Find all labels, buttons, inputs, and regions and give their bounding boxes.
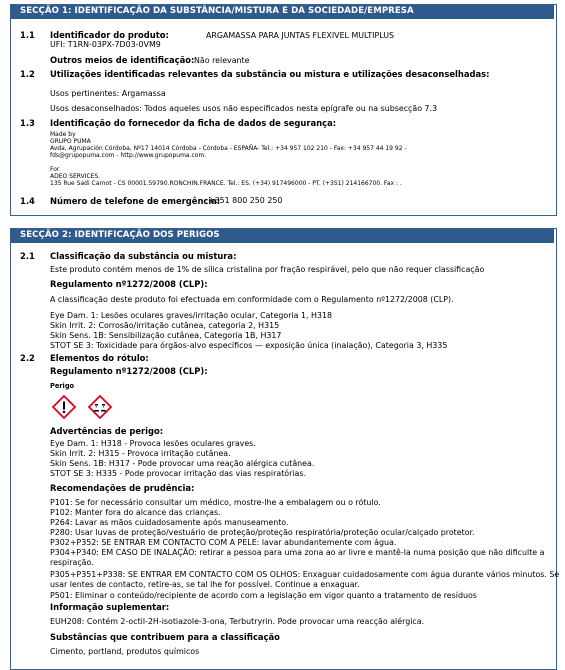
s21-reg-text: A classificação deste produto foi efectuada em conformidade com o Regulamento nº1272/2008 (CLP). xyxy=(50,295,454,304)
emergency-phone: +351 800 250 250 xyxy=(208,196,283,205)
s21-label: Classificação da substância ou mistura: xyxy=(50,251,237,261)
s14-num: 1.4 xyxy=(20,196,35,206)
corrosion-icon xyxy=(88,395,112,419)
prudence-line: P280: Usar luvas de proteção/vestuário de proteção/proteção respiratória/proteção ocular/calçado protetor. xyxy=(50,528,475,537)
hazard-statements-label: Advertências de perigo: xyxy=(50,426,164,436)
supplier-line: GRUPO PUMA xyxy=(50,138,91,145)
s11-label: Identificador do produto: xyxy=(50,30,169,40)
prudence-line: P304+P340: EM CASO DE INALAÇÃO: retirar a pessoa para uma zona ao ar livre e mantê-la numa posição que não dificulte a xyxy=(50,548,545,557)
supplier-line: Made by xyxy=(50,131,76,138)
uses-discouraged: Usos desaconselhados: Todos aqueles usos não especificados nesta epígrafe ou na subsecção 7.3 xyxy=(50,104,438,113)
s13-label: Identificação do fornecedor da ficha de dados de segurança: xyxy=(50,118,337,128)
s21-reg-label: Regulamento nº1272/2008 (CLP): xyxy=(50,279,208,289)
s14-label: Número de telefone de emergência: xyxy=(50,196,221,206)
s22-num: 2.2 xyxy=(20,353,35,363)
classification-line: Eye Dam. 1: Lesões oculares graves/irritação ocular, Categoria 1, H318 xyxy=(50,311,333,320)
hazard-line: Skin Sens. 1B: H317 - Pode provocar uma reação alérgica cutânea. xyxy=(50,459,315,468)
signal-word: Perigo xyxy=(50,382,75,390)
classification-line: Skin Irrit. 2: Corrosão/irritação cutânea, categoria 2, H315 xyxy=(50,321,280,330)
classification-line: STOT SE 3: Toxicidade para órgãos-alvo específicos — exposição única (inalação), Categoria 3, H335 xyxy=(50,341,448,350)
prudence-line: usar lentes de contacto, retire-as, se tal lhe for possível. Continue a enxaguar. xyxy=(50,580,360,589)
prudence-line: P501: Eliminar o conteúdo/recipiente de acordo com a legislação em vigor quanto a tratamento de resíduos xyxy=(50,591,477,600)
supplier-line: For xyxy=(50,166,60,173)
supplementary-label: Informação suplementar: xyxy=(50,602,170,612)
section2-title: SECÇÃO 2: IDENTIFICAÇÃO DOS PERIGOS xyxy=(20,230,220,240)
prudence-line: P102: Manter fora do alcance das crianças. xyxy=(50,508,221,517)
supplementary-text: EUH208: Contém 2-octil-2H-isotiazole-3-ona, Terbutryrin. Pode provocar uma reacção alérgica. xyxy=(50,617,425,626)
supplier-line: fds@grupopuma.com - http://www.grupopuma.com. xyxy=(50,152,207,159)
contributing-text: Cimento, portland, produtos químicos xyxy=(50,647,200,656)
prudence-line: P101: Se for necessário consultar um médico, mostre-lhe a embalagem ou o rótulo. xyxy=(50,498,381,507)
other-means-label: Outros meios de identificação: xyxy=(50,55,195,65)
s11-num: 1.1 xyxy=(20,30,35,40)
s22-reg-label: Regulamento nº1272/2008 (CLP): xyxy=(50,366,208,376)
supplier-line: 135 Rue Sadi Carnot - CS 00001.59790.RONCHIN.FRANCE. Tel.: ES. (+34) 917496000 - PT. (+351) 214166700. Fax : . xyxy=(50,180,402,187)
hazard-line: STOT SE 3: H335 - Pode provocar irritação das vias respiratórias. xyxy=(50,469,307,478)
s13-num: 1.3 xyxy=(20,118,35,128)
hazard-line: Eye Dam. 1: H318 - Provoca lesões oculares graves. xyxy=(50,439,256,448)
prudence-line: P302+P352: SE ENTRAR EM CONTACTO COM A PELE: lavar abundantemente com água. xyxy=(50,538,397,547)
uses-pertinent: Usos pertinentes: Argamassa xyxy=(50,89,166,98)
s22-label: Elementos do rótulo: xyxy=(50,353,149,363)
prudence-line: P264: Lavar as mãos cuidadosamente após manuseamento. xyxy=(50,518,289,527)
product-name: ARGAMASSA PARA JUNTAS FLEXIVEL MULTIPLUS xyxy=(206,31,395,40)
s12-label: Utilizações identificadas relevantes da substância ou mistura e utilizações desaconselhadas: xyxy=(50,69,490,79)
prudence-line: respiração. xyxy=(50,558,94,567)
supplier-line: ADEO SERVICES. xyxy=(50,173,101,180)
exclamation-mark-icon xyxy=(52,395,76,419)
ufi-code: UFI: T1RN-03PX-7D03-0VM9 xyxy=(50,40,161,49)
prudence-label: Recomendações de prudência: xyxy=(50,483,195,493)
other-means-value: Não relevante xyxy=(194,56,250,65)
s21-num: 2.1 xyxy=(20,251,35,261)
section1-header xyxy=(11,5,554,19)
supplier-line: Avda. Agrupación Córdoba, Nº17 14014 Córdoba - Córdoba - ESPAÑA- Tel.: +34 957 102 210 - Fax: +34 957 44 19 92 - xyxy=(50,145,407,152)
prudence-line: P305+P351+P338: SE ENTRAR EM CONTACTO COM OS OLHOS: Enxaguar cuidadosamente com água durante vários minutos. Se xyxy=(50,570,560,579)
contributing-label: Substâncias que contribuem para a classificação xyxy=(50,632,280,642)
section1-title: SECÇÃO 1: IDENTIFICAÇÃO DA SUBSTÂNCIA/MISTURA E DA SOCIEDADE/EMPRESA xyxy=(20,6,414,16)
s12-num: 1.2 xyxy=(20,69,35,79)
classification-line: Skin Sens. 1B: Sensibilização cutânea, Categoria 1B, H317 xyxy=(50,331,282,340)
hazard-line: Skin Irrit. 2: H315 - Provoca irritação cutânea. xyxy=(50,449,231,458)
s21-intro: Este produto contém menos de 1% de sílica cristalina por fração respirável, pelo que não requer classificação xyxy=(50,265,485,274)
section2-header xyxy=(11,229,554,243)
